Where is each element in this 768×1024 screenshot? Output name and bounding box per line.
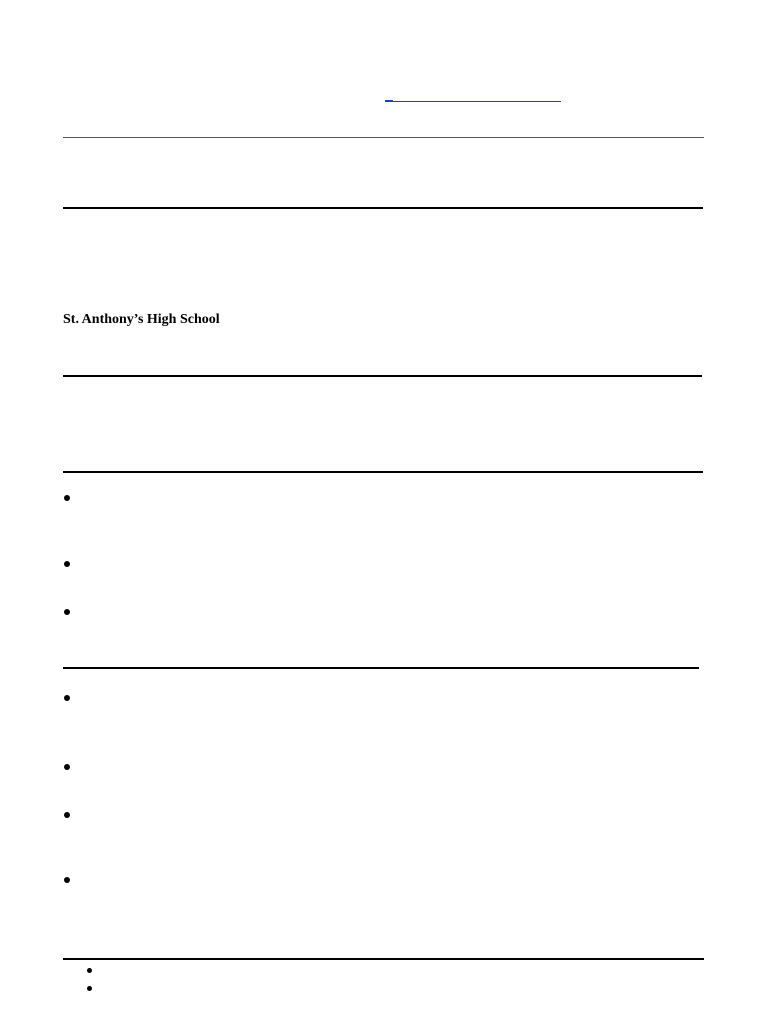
list-item-bullet — [64, 764, 70, 770]
list-item-bullet — [87, 986, 92, 991]
list-item-bullet — [64, 695, 70, 701]
list-item-bullet — [64, 495, 70, 501]
list-item-bullet — [64, 877, 70, 883]
divider-education — [63, 375, 702, 377]
list-item-bullet — [64, 609, 70, 615]
education-school-name: St. Anthony’s High School — [63, 312, 220, 327]
divider-top — [63, 137, 704, 138]
list-item-bullet — [64, 812, 70, 818]
header-link[interactable] — [385, 101, 561, 102]
divider-section-4 — [63, 667, 699, 669]
divider-section-5 — [63, 958, 704, 960]
list-item-bullet — [87, 968, 92, 973]
divider-section-3 — [63, 471, 703, 473]
divider-profile — [63, 207, 703, 209]
list-item-bullet — [64, 561, 70, 567]
